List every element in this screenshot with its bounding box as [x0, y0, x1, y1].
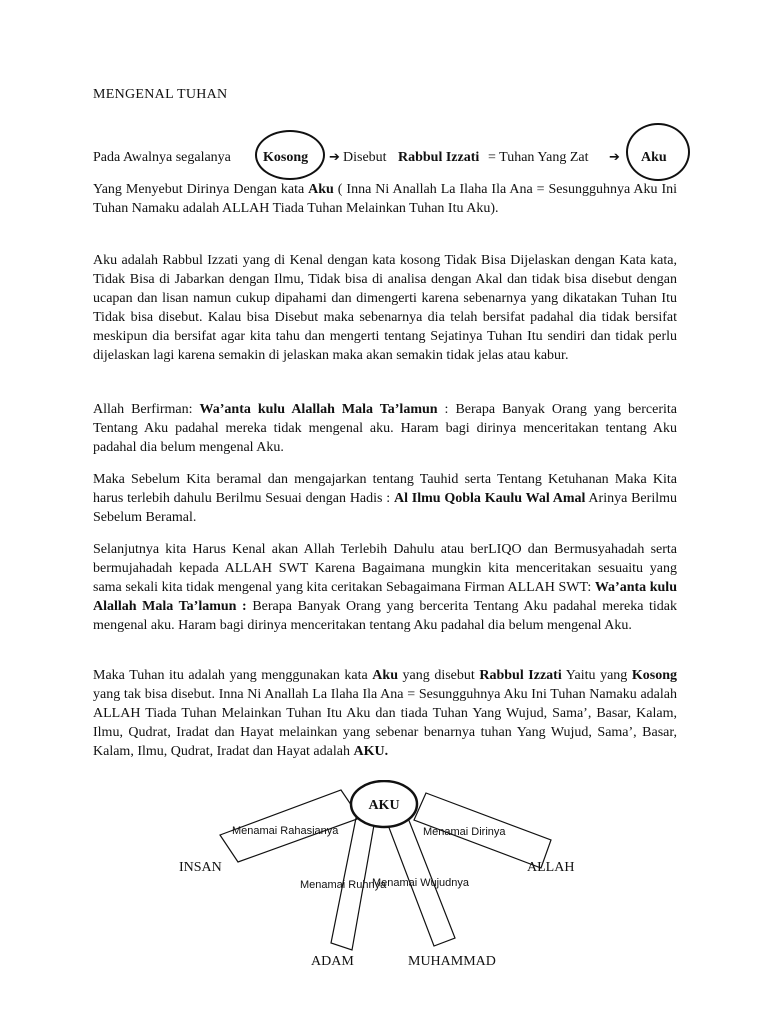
intro-tuhan-zat: = Tuhan Yang Zat: [488, 150, 589, 165]
paragraph-3: [93, 400, 677, 457]
kosong-circle: [255, 130, 325, 180]
center-label: AKU: [368, 798, 400, 813]
insan-label: INSAN: [179, 860, 222, 875]
intro-rabbul-izzati: Rabbul Izzati: [398, 150, 480, 165]
paragraph-2: [93, 251, 677, 365]
paragraph-segment: Yang Menyebut Dirinya Dengan kata: [93, 182, 309, 197]
paragraph-segment: yang tak bisa disebut. Inna Ni Anallah La Ilaha Ila Ana = Sesungguhnya Aku Ini Tuhan Namaku adalah ALLAH Tiada Tuhan Melainkan Tuhan Itu Aku dan tiada Tuhan Yang Wujud, Sama’, Basar, Kalam, Ilmu, Qudrat, Iradat dan Hayat melainkan yang sebenar benarnya tuhan Yang Wujud, Sama’, Basar, Kalam, Ilmu, Qudrat, Iradat dan Hayat adalah: [93, 687, 677, 759]
paragraph-segment: Kosong: [631, 668, 677, 683]
aku-diagram: [0, 780, 768, 980]
intro-line: [93, 150, 693, 170]
paragraph-1: [93, 180, 677, 218]
paragraph-segment: ( Inna Ni Anallah La Ilaha Ila Ana = Sesungguhnya Aku Ini Tuhan Namaku adalah ALLAH Tiada Tuhan Melainkan Tuhan Itu Aku).: [93, 182, 678, 216]
paragraph-segment: yang disebut: [397, 668, 480, 683]
paragraph-segment: Wa’anta kulu Alallah Mala Ta’lamun :: [93, 580, 677, 614]
page-title: MENGENAL TUHAN: [93, 87, 228, 102]
paragraph-segment: Aku: [372, 668, 398, 683]
paragraph-segment: Maka Sebelum Kita beramal dan mengajarkan tentang Tauhid serta Tentang Ketuhanan Maka Kita harus terlebih dahulu Berilmu Sesuai dengan Hadis :: [93, 472, 677, 506]
paragraph-segment: Allah Berfirman:: [93, 402, 200, 417]
paragraph-segment: Yaitu yang: [561, 668, 632, 683]
allah-label: ALLAH: [527, 860, 575, 875]
intro-text-start: Pada Awalnya segalanya: [93, 150, 231, 165]
paragraph-4: [93, 470, 677, 527]
intro-disebut: Disebut: [343, 150, 387, 165]
paragraph-6: [93, 666, 677, 761]
arm-label-ruh: Menamai Ruhnya: [300, 879, 387, 891]
paragraph-segment: Maka Tuhan itu adalah yang menggunakan kata: [93, 668, 373, 683]
paragraph-segment: Al Ilmu Qobla Kaulu Wal Amal: [393, 491, 586, 506]
paragraph-segment: Selanjutnya kita Harus Kenal akan Allah Terlebih Dahulu atau berLIQO dan Bermusyahadah serta bermujahadah kepada ALLAH SWT Karena Bagaimana mungkin kita menceritakan sesuaitu yang sama sekali kita tidak mengenal yang kita ceritakan Sebagaimana Firman ALLAH SWT:: [93, 542, 677, 595]
paragraph-segment: Berapa Banyak Orang yang bercerita Tentang Aku padahal mereka tidak mengenal aku. Haram bagi dirinya menceritakan tentang Aku padahal dia belum mengenal Aku.: [93, 599, 678, 633]
aku-diagram-svg: [0, 780, 768, 980]
arm-label-rahasia: Menamai Rahasianya: [232, 825, 339, 837]
paragraph-segment: Aku: [308, 182, 334, 197]
arm-label-wujud: Menamai Wujudnya: [372, 877, 470, 889]
muhammad-label: MUHAMMAD: [408, 954, 496, 969]
arrow-icon: ➔: [609, 150, 620, 165]
paragraph-segment: : Berapa Banyak Orang yang bercerita Tentang Aku padahal mereka tidak mengenal aku. Haram bagi dirinya menceritakan tentang Aku padahal dia belum mengenal Aku.: [93, 402, 677, 455]
adam-label: ADAM: [311, 954, 354, 969]
paragraph-5: [93, 540, 677, 635]
arrow-icon: ➔: [329, 150, 340, 165]
intro-kosong: Kosong: [263, 150, 309, 165]
paragraph-segment: AKU.: [353, 744, 389, 759]
aku-circle: [626, 123, 690, 181]
paragraph-segment: Aku adalah Rabbul Izzati yang di Kenal dengan kata kosong Tidak Bisa Dijelaskan dengan Kata kata, Tidak Bisa di Jabarkan dengan Ilmu, Tidak bisa di analisa dengan Akal dan tidak bisa disebut dengan ucapan dan lisan namun cukup dipahami dan dimengerti karena sebenarnya yang dikatakan Tuhan Itu Tidak bisa disebut. Kalau bisa Disebut maka sebenarnya dia telah bersifat padahal dia tidak bersifat meskipun dia bersifat agar kita tahu dan mengerti tentang Sejatinya Tuhan Itu sendiri dan tidak perlu dijelaskan lagi karena semakin di jelaskan maka akan semakin tidak jelas atau kabur.: [93, 253, 677, 363]
arm-label-diri: Menamai Dirinya: [423, 826, 506, 838]
intro-aku: Aku: [641, 150, 667, 165]
paragraph-segment: Arinya Berilmu Sebelum Beramal.: [93, 491, 677, 525]
paragraph-segment: Wa’anta kulu Alallah Mala Ta’lamun: [199, 402, 438, 417]
paragraph-segment: Rabbul Izzati: [479, 668, 562, 683]
